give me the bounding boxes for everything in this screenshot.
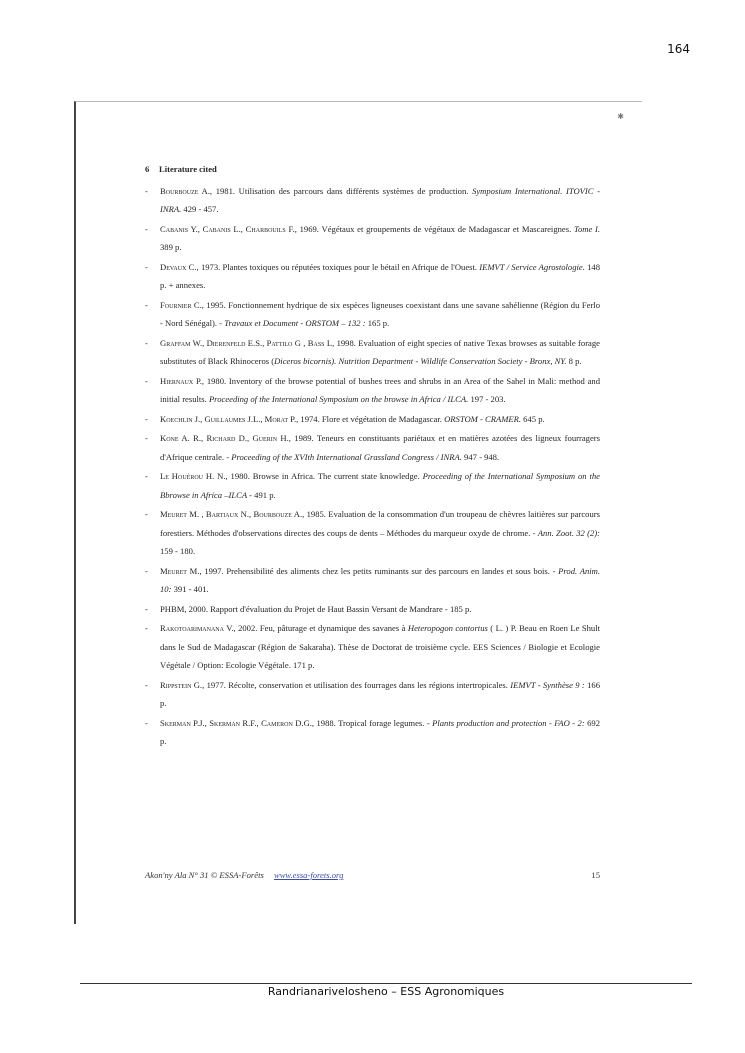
bullet-dash: - [145, 375, 148, 386]
reference-source: Proceeding of the XVIth International Grassland Congress / INRA. [231, 451, 462, 462]
reference-item [145, 410, 600, 429]
reference-source: Heteropogon contortus [407, 623, 488, 633]
bullet-dash: - [145, 509, 148, 519]
reference-source: Plants production and protection - FAO - 2: [432, 717, 585, 728]
reference-text: 1973. Plantes toxiques ou réputées toxiques pour le bétail en Afrique de l'Ouest. [198, 261, 480, 272]
reference-pages: 391 - 401. [171, 584, 209, 594]
reference-text: 1989. Teneurs en constituants pariétaux et en matières azotées des ligneux fourragers d'Afrique centrale. - [160, 433, 600, 462]
reference-item [145, 714, 600, 751]
reference-item [145, 182, 600, 219]
reference-item [145, 676, 600, 713]
bullet-dash: - [145, 603, 148, 614]
reference-authors: Rakotoarimanana V., [160, 623, 236, 633]
bullet-dash: - [145, 185, 148, 196]
bullet-dash: - [145, 679, 148, 690]
bullet-dash: - [145, 337, 148, 348]
reference-pages: 148 p. + annexes. [160, 261, 601, 290]
reference-text: 1988. Tropical forage legumes. - [314, 717, 433, 728]
section-title: Literature cited [159, 164, 217, 174]
reference-authors: Le Houérou H. N., [160, 471, 228, 481]
reference-text: 1985. Evaluation de la consommation d'un troupeau de chèvres laitières sur parcours forestiers. Méthodes d'observations directes des coups de dents – Méthodes du marqueur oxyde de chrome. - [160, 509, 600, 538]
reference-list [145, 182, 600, 751]
reference-pages: 692 p. [160, 717, 601, 746]
reference-authors: Koechlin J., Guillaumes J.L., Morat P., [160, 413, 299, 424]
reference-source: Tome I. [573, 223, 601, 234]
scan-speck: ✱ [617, 112, 624, 121]
reference-text: 1980. Inventory of the browse potential of bushes trees and shrubs in an Area of the Sahel in Mali: method and initial results. [160, 375, 600, 404]
reference-authors: Hiernaux P., [160, 375, 205, 386]
journal-website-link[interactable]: www.essa-forets.org [273, 870, 344, 880]
reference-source: Symposium International. ITOVIC - INRA. [160, 185, 600, 214]
reference-source: Diceros bicornis). Nutrition Department - Wildlife Conservation Society - Bronx, NY. [274, 356, 567, 366]
scanned-page [74, 101, 642, 924]
reference-pages: 166 p. [160, 679, 600, 708]
reference-authors: Rippstein G., [160, 679, 205, 690]
reference-authors: Kone A. R., Richard D., Guerin H., [160, 433, 291, 443]
bullet-dash: - [145, 623, 148, 633]
page-footer: Randrianarivelosheno – ESS Agronomiques [267, 985, 505, 998]
footer-rule [80, 983, 692, 984]
reference-text: 1995. Fonctionnement hydrique de six espèces ligneuses coexistant dans une savane sahélienne (Région du Ferlo - Nord Sénégal). - [160, 299, 600, 328]
bullet-dash: - [145, 261, 148, 272]
reference-source: Prod. Anim. 10: [160, 565, 600, 594]
reference-item [145, 429, 600, 466]
reference-source: ORSTOM - CRAMER. [444, 413, 522, 424]
reference-item [145, 372, 600, 409]
bullet-dash: - [145, 471, 148, 481]
section-number: 6 [145, 164, 150, 174]
reference-authors: Skerman P.J., Skerman R.F., Cameron D.G., [160, 717, 315, 728]
reference-source: IEMVT / Service Agrostologie. [479, 261, 585, 272]
reference-pages: 645 p. [521, 413, 545, 424]
reference-item [145, 296, 600, 333]
reference-text: 1969. Végétaux et groupements de végétaux de Madagascar et Mascareignes. [296, 223, 574, 234]
reference-authors: Cabanis Y., Cabanis L., Charbouils F., [160, 223, 297, 234]
reference-source: Proceeding of the International Symposium on the browse in Africa / ILCA. [208, 394, 469, 404]
reference-pages: 165 p. [365, 318, 390, 328]
page-number: 164 [667, 42, 690, 56]
reference-item [145, 562, 600, 599]
reference-pages: 429 - 457. [181, 204, 219, 214]
bullet-dash: - [145, 413, 148, 424]
literature-section [145, 160, 600, 752]
reference-pages: 159 - 180. [160, 546, 196, 556]
reference-item [145, 220, 600, 257]
journal-citation: Akon'ny Ala N° 31 © ESSA-Forêts [145, 870, 264, 880]
reference-text: 1980. Browse in Africa. The current state knowledge. [227, 471, 423, 481]
reference-source: Travaux et Document - ORSTOM – 132 : [224, 318, 366, 328]
reference-pages: 8 p. [566, 356, 582, 366]
reference-authors: Devaux C., [160, 261, 199, 272]
bullet-dash: - [145, 565, 148, 576]
reference-authors: Bourbouze A., [160, 185, 213, 196]
reference-source: Ann. Zoot. 32 (2): [537, 527, 600, 538]
reference-pages: 389 p. [160, 242, 182, 252]
bullet-dash: - [145, 717, 148, 728]
reference-pages: 197 - 203. [468, 394, 506, 404]
reference-source: IEMVT - Synthèse 9 : [510, 679, 585, 690]
reference-item [145, 258, 600, 295]
bullet-dash: - [145, 433, 148, 443]
section-heading [145, 160, 600, 179]
reference-text: 1981. Utilisation des parcours dans différents systèmes de production. [212, 185, 473, 196]
reference-item [145, 334, 600, 371]
bullet-dash: - [145, 223, 148, 234]
reference-pages: 947 - 948. [461, 451, 500, 462]
reference-pages: ( L. ) P. Beau en Roen Le Shult dans le Sud de Madagascar (Région de Sakaraha). Thèse de Doctorat de troisième cycle. EES Sciences / Biologie et Ecologie Végétale / Option: Ecologie Végétale. 171 p. [160, 623, 600, 670]
reference-authors: Graffam W., Dierenfeld E.S., Pattilo G , Bass L, [160, 337, 335, 348]
reference-text: 1974. Flore et végétation de Madagascar. [298, 413, 445, 424]
reference-authors: Fournier C., [160, 299, 204, 310]
reference-item [145, 600, 600, 619]
reference-source: Proceeding of the International Symposium on the Bbrowse in Africa –ILCA - [160, 471, 600, 500]
reference-authors: Meuret M., [160, 565, 202, 576]
reference-item [145, 467, 600, 504]
reference-authors: Meuret M. , Bartiaux N., Bourbouze A., [160, 509, 305, 519]
reference-pages: 491 p. [252, 489, 276, 500]
scan-folio: 15 [591, 870, 600, 880]
reference-item [145, 505, 600, 561]
reference-text: 2002. Feu, pâturage et dynamique des savanes à [235, 623, 408, 633]
reference-item [145, 619, 600, 675]
reference-text: PHBM, 2000. Rapport d'évaluation du Projet de Haut Bassin Versant de Mandrare - 185 p. [160, 603, 472, 614]
reference-text: 1998. Evaluation of eight species of native Texas browses as suitable forage substitutes of Black Rhinoceros ( [160, 337, 600, 366]
bullet-dash: - [145, 299, 148, 310]
scan-footer [145, 870, 600, 888]
reference-text: 1977. Récolte, conservation et utilisation des fourrages dans les régions intertropicales. [204, 679, 511, 690]
reference-text: 1997. Prehensibilité des aliments chez les petits ruminants sur des parcours en landes et sous bois. - [201, 565, 559, 576]
